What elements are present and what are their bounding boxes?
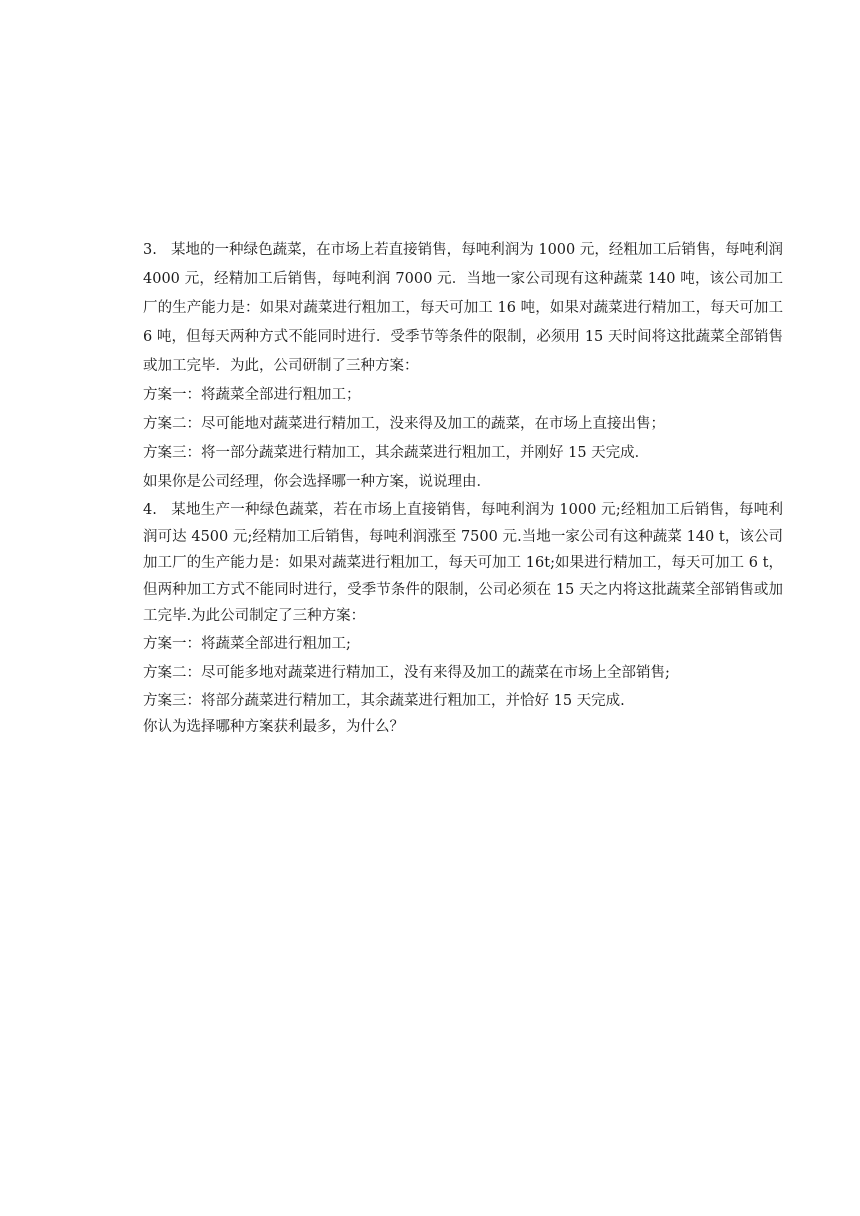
problem-4-number: 4. xyxy=(143,502,157,518)
problem-3-text: 某地的一种绿色蔬菜，在市场上若直接销售，每吨利润为 1000 元，经粗加工后销售，每吨利润 4000 元，经精加工后销售，每吨利润 7000 元．当地一家公司现有这种蔬菜 140 吨，该公司加工厂的生产能力是：如果对蔬菜进行粗加工，每天可加工 16 吨，如果对蔬菜进行精加工，每天可加工 6 吨，但每天两种方式不能同时进行．受季节等条件的限制，必须用 15 天时间将这批蔬菜全部销售或加工完毕．为此，公司研制了三种方案： xyxy=(143,242,783,374)
problem-4-question: 你认为选择哪种方案获利最多，为什么？ xyxy=(143,718,404,735)
problem-4-plan-1: 方案一：将蔬菜全部进行粗加工; xyxy=(143,635,351,652)
problem-4-plan-3: 方案三：将部分蔬菜进行精加工，其余蔬菜进行粗加工，并恰好 15 天完成. xyxy=(143,692,625,709)
problem-3-plan-2: 方案二：尽可能地对蔬菜进行精加工，没来得及加工的蔬菜，在市场上直接出售； xyxy=(143,416,665,432)
problem-3-plan-1: 方案一：将蔬菜全部进行粗加工； xyxy=(143,387,361,403)
problem-4-plan-2: 方案二：尽可能多地对蔬菜进行精加工，没有来得及加工的蔬菜在市场上全部销售; xyxy=(143,664,670,681)
problem-3-statement xyxy=(143,236,783,381)
document-content xyxy=(143,236,783,740)
problem-4-text: 某地生产一种绿色蔬菜，若在市场上直接销售，每吨利润为 1000 元;经粗加工后销售，每吨利润可达 4500 元;经精加工后销售，每吨利润涨至 7500 元.当地一家公司有这种蔬菜 140 t，该公司加工厂的生产能力是：如果对蔬菜进行粗加工，每天可加工 16t;如果进行精加工，每天可加工 6 t，但两种加工方式不能同时进行，受季节条件的限制，公司必须在 15 天之内将这批蔬菜全部销售或加工完毕.为此公司制定了三种方案： xyxy=(143,502,783,624)
problem-3-number: 3. xyxy=(143,242,157,258)
problem-3-plan-3: 方案三：将一部分蔬菜进行精加工，其余蔬菜进行粗加工，并刚好 15 天完成． xyxy=(143,445,650,461)
problem-4-statement xyxy=(143,497,783,630)
problem-3-question: 如果你是公司经理，你会选择哪一种方案，说说理由． xyxy=(143,474,491,490)
